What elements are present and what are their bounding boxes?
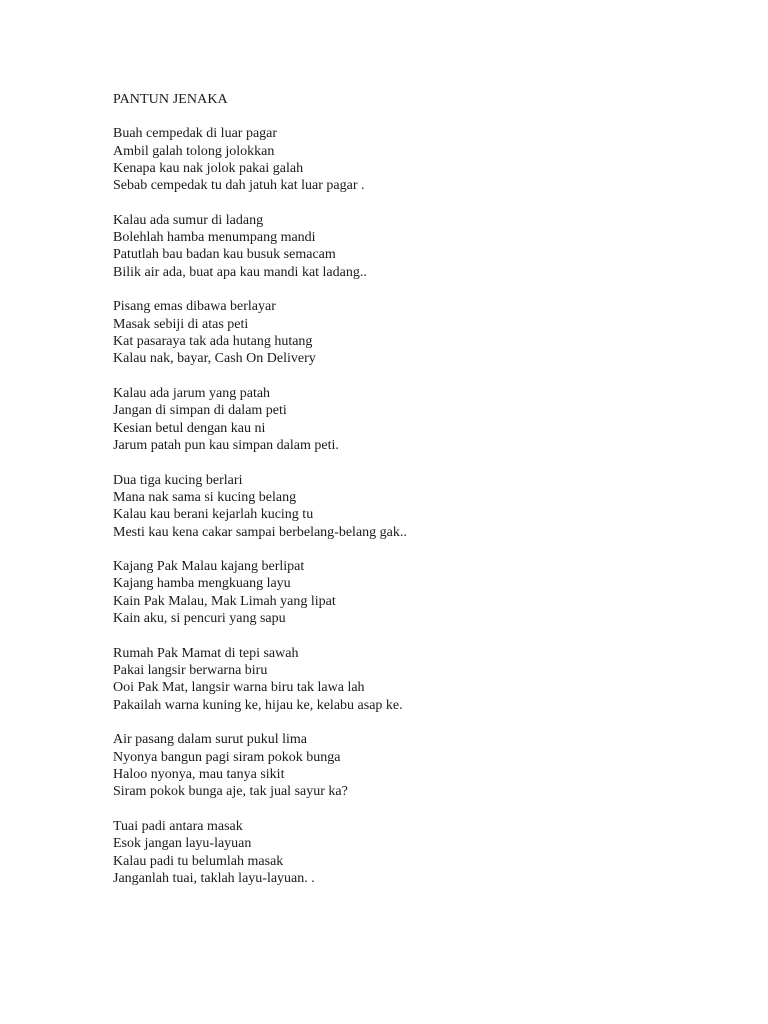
verse-line: Pakai langsir berwarna biru [113, 663, 268, 679]
verse-line: Air pasang dalam surut pukul lima [113, 732, 308, 748]
verse-line: Kain aku, si pencuri yang sapu [113, 611, 286, 627]
verse-line: Kalau ada jarum yang patah [113, 386, 271, 402]
verse-line: Kain Pak Malau, Mak Limah yang lipat [113, 593, 336, 609]
stanza [113, 472, 713, 541]
stanza [113, 558, 713, 627]
verse-line: Kalau ada sumur di ladang [113, 212, 264, 228]
verse-line: Patutlah bau badan kau busuk semacam [113, 247, 336, 263]
verse-line: Pisang emas dibawa berlayar [113, 299, 276, 315]
verse-line: Jangan di simpan di dalam peti [113, 403, 287, 419]
verse-line: Kenapa kau nak jolok pakai galah [113, 160, 304, 176]
verse-line: Tuai padi antara masak [113, 818, 243, 834]
verse-line: Masak sebiji di atas peti [113, 316, 249, 332]
verse-line: Haloo nyonya, mau tanya sikit [113, 766, 285, 782]
stanza [113, 385, 713, 454]
verse-line: Dua tiga kucing berlari [113, 472, 243, 488]
verse-line: Sebab cempedak tu dah jatuh kat luar pagar . [113, 178, 365, 194]
verse-line: Mana nak sama si kucing belang [113, 489, 297, 505]
verse-line: Janganlah tuai, taklah layu-layuan. . [113, 870, 315, 886]
verse-line: Siram pokok bunga aje, tak jual sayur ka? [113, 784, 348, 800]
stanza [113, 298, 713, 367]
stanza [113, 645, 713, 714]
verse-line: Ambil galah tolong jolokkan [113, 143, 275, 159]
verse-line: Kajang hamba mengkuang layu [113, 576, 291, 592]
verse-line: Kalau nak, bayar, Cash On Delivery [113, 351, 316, 367]
verse-line: Esok jangan layu-layuan [113, 836, 252, 852]
verse-line: Buah cempedak di luar pagar [113, 126, 278, 142]
verse-line: Kesian betul dengan kau ni [113, 420, 266, 436]
verse-line: Jarum patah pun kau simpan dalam peti. [113, 437, 339, 453]
verse-line: Nyonya bangun pagi siram pokok bunga [113, 749, 341, 765]
verse-line: Kajang Pak Malau kajang berlipat [113, 559, 305, 575]
stanza [113, 818, 713, 887]
stanza [113, 125, 713, 194]
verse-line: Mesti kau kena cakar sampai berbelang-belang gak.. [113, 524, 407, 540]
verse-line: Kalau padi tu belumlah masak [113, 853, 284, 869]
stanza [113, 731, 713, 800]
verse-line: Rumah Pak Mamat di tepi sawah [113, 645, 299, 661]
verse-line: Pakailah warna kuning ke, hijau ke, kelabu asap ke. [113, 697, 403, 713]
document-body [113, 91, 713, 905]
verse-line: Bolehlah hamba menumpang mandi [113, 230, 316, 246]
verse-line: Kat pasaraya tak ada hutang hutang [113, 334, 313, 350]
verse-line: Bilik air ada, buat apa kau mandi kat ladang.. [113, 264, 367, 280]
verse-line: Ooi Pak Mat, langsir warna biru tak lawa lah [113, 680, 365, 696]
document-title: PANTUN JENAKA [113, 92, 228, 107]
verse-line: Kalau kau berani kejarlah kucing tu [113, 507, 314, 523]
stanza [113, 212, 713, 281]
